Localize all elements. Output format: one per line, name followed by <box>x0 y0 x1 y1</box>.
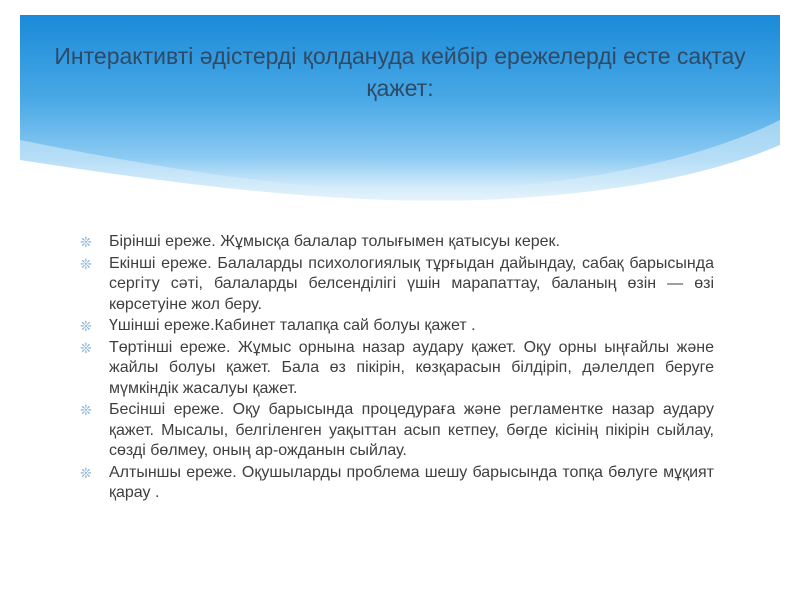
bullet-icon: ❊ <box>80 255 92 272</box>
rules-list <box>80 232 714 504</box>
list-item-text: Алтыншы ереже. Оқушыларды проблема шешу барысында топқа бөлуге мұқият қарау . <box>109 463 714 501</box>
header-wave-decoration <box>20 100 780 210</box>
bullet-icon: ❊ <box>80 234 92 250</box>
list-item-text: Бесінші ереже. Оқу барысында процедураға және регламентке назар аудару қажет. Мысалы, белгіленген уақыттан асып кетпеу, бөгде кісінің пікірін сыйлау, сөзді бөлмеу, оның ар-ожданын сыйлау. <box>109 401 714 459</box>
list-item <box>80 400 714 462</box>
list-item-text: Төртінші ереже. Жұмыс орнына назар аудару қажет. Оқу орны ыңғайлы және жайлы болуы қажет. Бала өз пікірін, көзқарасын білдіріп, дәлелдеп беруге мүмкіндік жасалуы қажет. <box>109 338 714 397</box>
list-item <box>80 463 714 504</box>
bullet-icon: ❊ <box>80 318 92 334</box>
list-item <box>80 232 714 253</box>
bullet-icon: ❊ <box>80 339 92 356</box>
list-item <box>80 254 714 316</box>
slide-title: Интерактивті әдістерді қолдануда кейбір ережелерді есте сақтау қажет: <box>54 43 746 101</box>
list-item <box>80 316 714 337</box>
bullet-icon: ❊ <box>80 402 92 418</box>
bullet-icon: ❊ <box>80 464 92 481</box>
slide-content <box>80 232 714 505</box>
list-item <box>80 338 714 400</box>
list-item-text: Үшінші ереже.Кабинет талапқа сай болуы қажет . <box>109 317 476 334</box>
list-item-text: Екінші ереже. Балаларды психологиялық тұрғыдан дайындау, сабақ барысында сергіту сәті, балаларды белсенділігі үшін марапаттау, баланың өзін — өзі көрсетуіне жол беру. <box>109 254 714 313</box>
list-item-text: Бірінші ереже. Жұмысқа балалар толығымен қатысуы керек. <box>109 233 560 250</box>
